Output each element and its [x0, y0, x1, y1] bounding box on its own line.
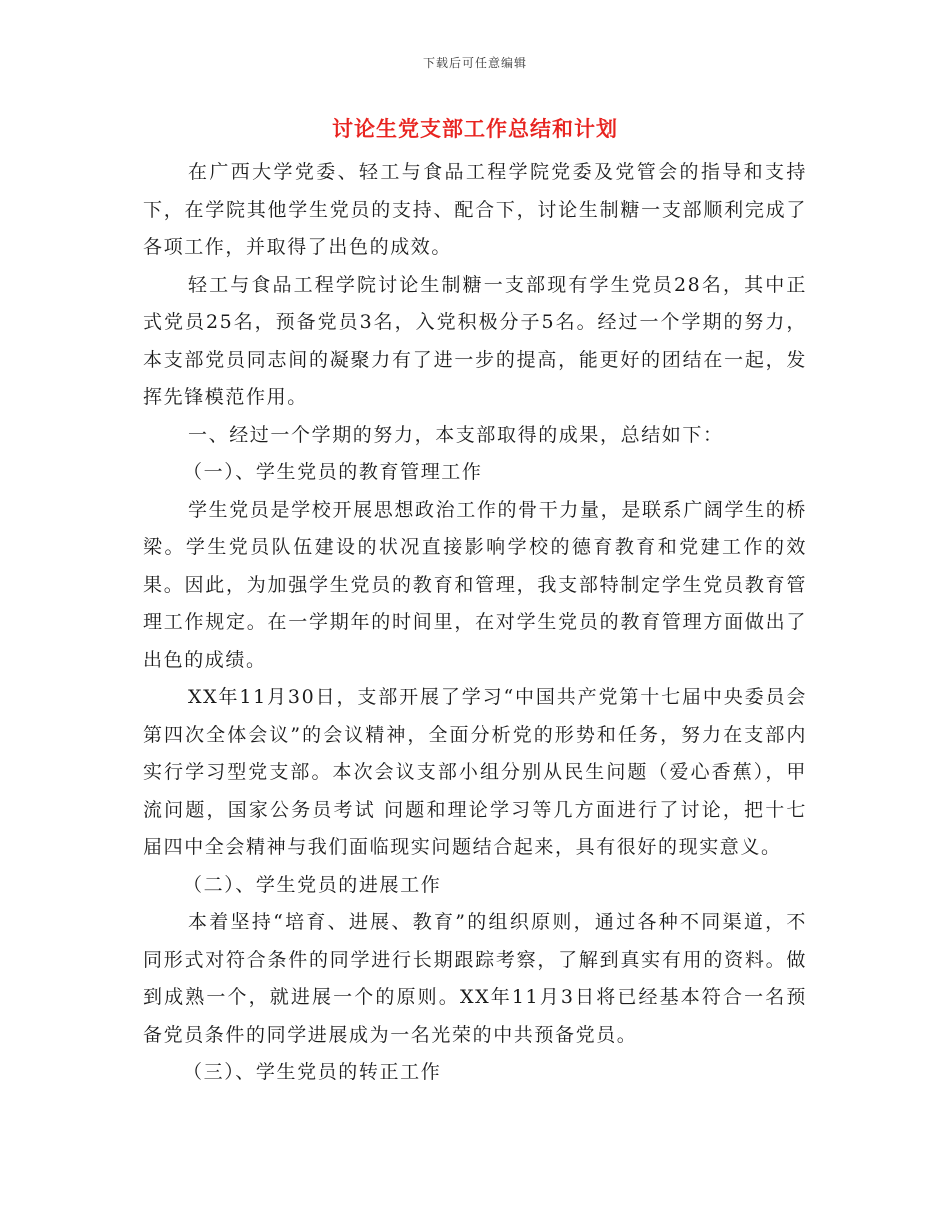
subsection-heading-education: （一）、学生党员的教育管理工作 — [183, 461, 483, 483]
paragraph-branch-overview: 轻工与食品工程学院讨论生制糖一支部现有学生党员28名，其中正式党员25名，预备党员3名，入党积极分子5名。经过一个学期的努力，本支部党员同志间的凝聚力有了进一步的提高，能更好的团结在一起，发挥先锋模范作用。 — [143, 273, 807, 408]
document-title: 讨论生党支部工作总结和计划 — [332, 116, 618, 141]
paragraph-education-management: 学生党员是学校开展思想政治工作的骨干力量，是联系广阔学生的桥梁。学生党员队伍建设的状况直接影响学校的德育教育和党建工作的效果。因此，为加强学生党员的教育和管理，我支部特制定学生党员教育管理工作规定。在一学期年的时间里，在对学生党员的教育管理方面做出了出色的成绩。 — [143, 498, 807, 671]
subsection-heading-confirmation: （三）、学生党员的转正工作 — [183, 1061, 442, 1083]
paragraph-study-session: XX年11月30日，支部开展了学习“中国共产党第十七届中央委员会第四次全体会议”的会议精神，全面分析党的形势和任务，努力在支部内实行学习型党支部。本次会议支部小组分别从民生问题（爱心香蕉），甲流问题，国家公务员考试 问题和理论学习等几方面进行了讨论，把十七届四中全会精神与我们面临现实问题结合起来，具有很好的现实意义。 — [143, 686, 807, 858]
paragraph-intro: 在广西大学党委、轻工与食品工程学院党委及党管会的指导和支持下，在学院其他学生党员的支持、配合下，讨论生制糖一支部顺利完成了各项工作，并取得了出色的成效。 — [143, 161, 807, 258]
document-body — [143, 154, 807, 1092]
paragraph-development: 本着坚持“培育、进展、教育”的组织原则，通过各种不同渠道，不同形式对符合条件的同学进行长期跟踪考察，了解到真实有用的资料。做到成熟一个，就进展一个的原则。XX年11月3日将已经基本符合一名预备党员条件的同学进展成为一名光荣的中共预备党员。 — [143, 911, 807, 1046]
page-header-note: 下载后可任意编辑 — [422, 56, 527, 70]
section-heading-achievements: 一、经过一个学期的努力，本支部取得的成果，总结如下： — [188, 423, 724, 446]
subsection-heading-development: （二）、学生党员的进展工作 — [183, 873, 442, 896]
